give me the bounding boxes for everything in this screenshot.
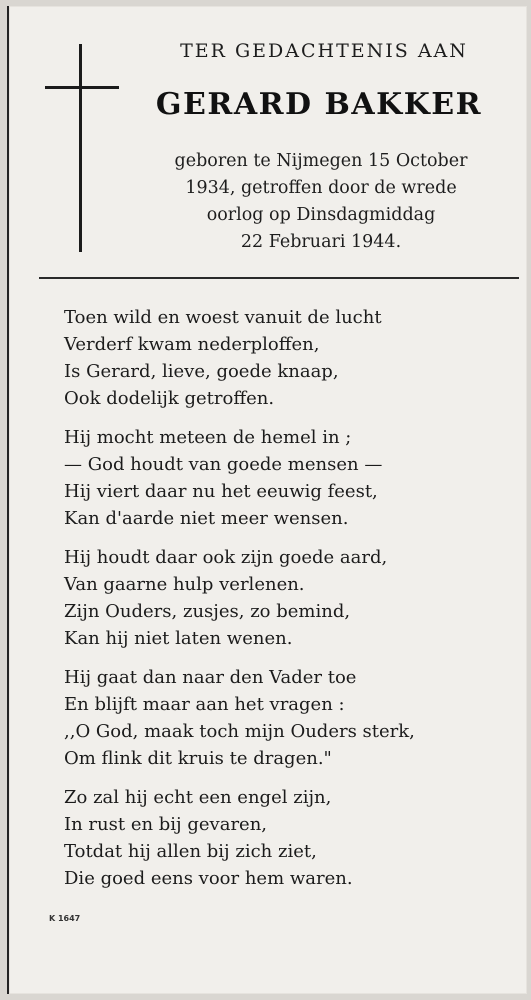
birth-line: 1934, getroffen door de wrede bbox=[185, 178, 457, 198]
poem-line: Verderf kwam nederploffen, bbox=[64, 334, 320, 355]
poem-line: In rust en bij gevaren, bbox=[64, 814, 268, 835]
poem-stanza bbox=[64, 544, 524, 652]
birth-details bbox=[121, 148, 521, 256]
poem-line: ,,O God, maak toch mijn Ouders sterk, bbox=[64, 721, 415, 742]
poem bbox=[64, 304, 524, 904]
poem-line: Kan d'aarde niet meer wensen. bbox=[64, 508, 349, 529]
cross-icon bbox=[79, 44, 82, 252]
birth-line: geboren te Nijmegen 15 October bbox=[174, 151, 468, 171]
poem-stanza bbox=[64, 664, 524, 772]
divider bbox=[39, 277, 519, 279]
poem-line: Van gaarne hulp verlenen. bbox=[64, 574, 305, 595]
poem-stanza bbox=[64, 784, 524, 892]
memorial-card bbox=[7, 6, 527, 994]
poem-line: Om flink dit kruis te dragen." bbox=[64, 748, 332, 769]
printer-code: K 1647 bbox=[49, 914, 81, 923]
poem-line: En blijft maar aan het vragen : bbox=[64, 694, 345, 715]
poem-line: Zijn Ouders, zusjes, zo bemind, bbox=[64, 601, 351, 622]
poem-line: Totdat hij allen bij zich ziet, bbox=[64, 841, 317, 862]
memorial-heading: TER GEDACHTENIS AAN bbox=[180, 40, 468, 62]
poem-line: Toen wild en woest vanuit de lucht bbox=[64, 307, 382, 328]
poem-line: Hij gaat dan naar den Vader toe bbox=[64, 667, 357, 688]
poem-line: Zo zal hij echt een engel zijn, bbox=[64, 787, 332, 808]
poem-stanza bbox=[64, 424, 524, 532]
deceased-name: GERARD BAKKER bbox=[155, 87, 483, 122]
poem-line: Is Gerard, lieve, goede knaap, bbox=[64, 361, 339, 382]
cross-icon-bar bbox=[45, 86, 119, 89]
birth-line: oorlog op Dinsdagmiddag bbox=[206, 205, 436, 225]
poem-line: Die goed eens voor hem waren. bbox=[64, 868, 353, 889]
birth-line: 22 Februari 1944. bbox=[240, 232, 402, 252]
poem-stanza bbox=[64, 304, 524, 412]
poem-line: Hij houdt daar ook zijn goede aard, bbox=[64, 547, 388, 568]
poem-line: — God houdt van goede mensen — bbox=[64, 454, 383, 475]
poem-line: Ook dodelijk getroffen. bbox=[64, 388, 275, 409]
poem-line: Kan hij niet laten wenen. bbox=[64, 628, 293, 649]
poem-line: Hij viert daar nu het eeuwig feest, bbox=[64, 481, 378, 502]
poem-line: Hij mocht meteen de hemel in ; bbox=[64, 427, 352, 448]
